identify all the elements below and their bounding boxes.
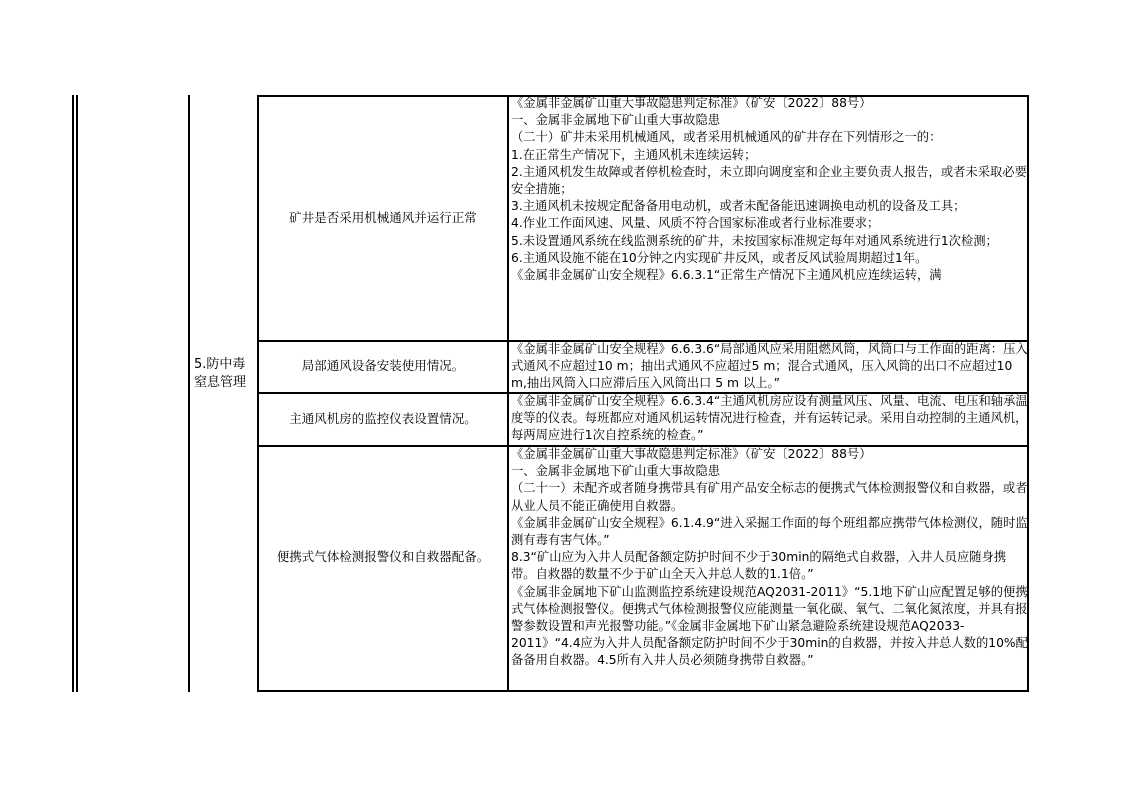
table-border-inner bbox=[76, 95, 78, 692]
check-item-local-ventilation: 局部通风设备安装使用情况。 bbox=[301, 358, 465, 373]
category-label: 5.防中毒窒息管理 bbox=[194, 357, 247, 390]
row-divider-bottom bbox=[257, 690, 1029, 692]
standard-text-ventilation: 《金属非金属矿山重大事故隐患判定标准》（矿安〔2022〕88号） 一、金属非金属地下矿山重大事故隐患 （二十）矿井未采用机械通风，或者采用机械通风的矿井存在下列情形之一的： 1.在正常生产情况下，主通风机未连续运转； 2.主通风机发生故障或者停机检查时，未立即向调度室和企业主要负责人报告，或者未采取必要安全措施； 3.主通风机未按规定配备备用电动机，或者未配备能迅速调换电动机的设备及工具； 4.作业工作面风速、风量、风质不符合国家标准或者行业标准要求； 5.未设置通风系统在线监测系统的矿井，未按国家标准规定每年对通风系统进行1次检测； 6.主通风设施不能在10分钟之内实现矿井反风，或者反风试验周期超过1年。 《金属非金属矿山安全规程》6.6.3.1“正常生产情况下主通风机应连续运转，满 bbox=[511, 96, 1027, 283]
check-item-gas-detector-self-rescuer: 便携式气体检测报警仪和自救器配备。 bbox=[276, 549, 490, 564]
column-divider-2 bbox=[257, 95, 259, 692]
column-divider-3 bbox=[507, 95, 509, 692]
table-border-left bbox=[72, 95, 74, 692]
check-item-fan-room-monitoring: 主通风机房的监控仪表设置情况。 bbox=[289, 411, 477, 426]
check-item-ventilation: 矿井是否采用机械通风并运行正常 bbox=[289, 210, 477, 225]
column-divider-1 bbox=[188, 95, 190, 692]
standard-text-fan-room-monitoring: 《金属非金属矿山安全规程》6.6.3.4“主通风机房应设有测量风压、风量、电流、电压和轴承温度等的仪表。每班都应对通风机运转情况进行检查，并有运转记录。采用自动控制的主通风机，每两周应进行1次自控系统的检查。” bbox=[511, 394, 1028, 443]
standard-text-local-ventilation: 《金属非金属矿山安全规程》6.6.3.6“局部通风应采用阻燃风筒，风筒口与工作面的距离：压入式通风不应超过10 m；抽出式通风不应超过5 m；混合式通风，压入风筒的出口不应超过10 m,抽出风筒入口应滞后压入风筒出口 5 m 以上。” bbox=[511, 342, 1028, 391]
standard-text-gas-detector-self-rescuer: 《金属非金属矿山重大事故隐患判定标准》（矿安〔2022〕88号） 一、金属非金属地下矿山重大事故隐患 （二十一）未配齐或者随身携带具有矿用产品安全标志的便携式气体检测报警仪和自救器，或者从业人员不能正确使用自救器。 《金属非金属矿山安全规程》6.1.4.9“进入采掘工作面的每个班组都应携带气体检测仪，随时监测有毒有害气体。” 8.3“矿山应为入井人员配备额定防护时间不少于30min的隔绝式自救器，入井人员应随身携带。自救器的数量不少于矿山全天入井总人数的1.1倍。” 《金属非金属地下矿山监测监控系统建设规范AQ2031-2011》“5.1地下矿山应配置足够的便携式气体检测报警仪。便携式气体检测报警仪应能测量一氧化碳、氧气、二氧化氮浓度，并具有报警参数设置和声光报警功能。”《金属非金属地下矿山紧急避险系统建设规范AQ2033-2011》“4.4应为入井人员配备额定防护时间不少于30min的自救器，并按入井总人数的10%配备备用自救器。4.5所有入井人员必须随身携带自救器。” bbox=[511, 447, 1028, 668]
